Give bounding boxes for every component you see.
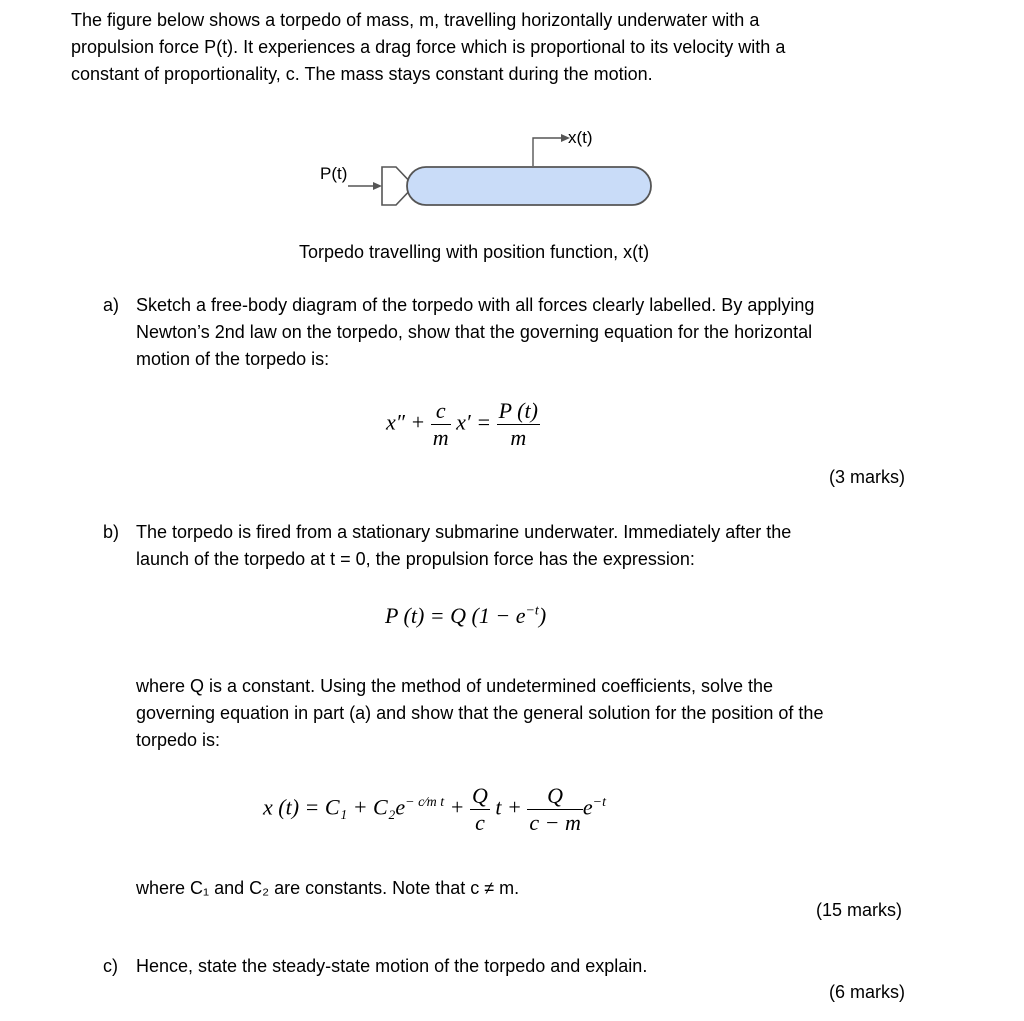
equation-propulsion (385, 603, 546, 629)
eq-a-mid: x′ = (456, 409, 492, 435)
intro-line-1: The figure below shows a torpedo of mass, m, travelling horizontally underwater with a (71, 10, 760, 30)
intro-line-2: propulsion force P(t). It experiences a drag force which is proportional to its velocity with a (71, 37, 786, 57)
part-b-marks: (15 marks) (816, 900, 903, 920)
force-label: P(t) (320, 164, 348, 183)
intro-line-3: constant of proportionality, c. The mass stays constant during the motion. (71, 64, 653, 84)
torpedo-body (407, 167, 651, 205)
torpedo-diagram (300, 120, 720, 220)
eq-b1-exp: −t (525, 603, 539, 619)
eq-b2-frac-q-c: $\frac{Q}{c}$ (472, 783, 488, 835)
part-c-line-1: Hence, state the steady-state motion of the torpedo and explain. (136, 956, 648, 976)
eq-a-frac-c-m: $\frac{c}{m}$ (432, 398, 449, 450)
part-c-letter: c) (103, 956, 118, 976)
eq-b2-start: x (t) = C₁ + C₂e (263, 794, 406, 820)
part-a-line-2: Newton’s 2nd law on the torpedo, show that the governing equation for the horizontal (136, 322, 813, 342)
part-a-line-3: motion of the torpedo is: (136, 349, 330, 369)
part-b-letter: b) (103, 522, 120, 542)
eq-b2-exp: − c⁄m t (405, 795, 445, 811)
part-b-note: where C₁ and C₂ are constants. Note that c ≠ m. (136, 878, 520, 898)
part-b-line-3: where Q is a constant. Using the method of undetermined coefficients, solve the (136, 676, 774, 696)
part-b-line-1: The torpedo is fired from a stationary submarine underwater. Immediately after the (136, 522, 792, 542)
eq-b2-mid: t + (495, 794, 522, 820)
part-b-line-5: torpedo is: (136, 730, 221, 750)
position-arrow (533, 138, 562, 166)
eq-b1-close: ) (538, 603, 547, 628)
position-label: x(t) (568, 128, 593, 147)
part-b-line-4: governing equation in part (a) and show that the general solution for the position of the (136, 703, 824, 723)
part-a-marks: (3 marks) (829, 467, 905, 487)
part-a-letter: a) (103, 295, 120, 315)
part-a-line-1: Sketch a free-body diagram of the torpedo with all forces clearly labelled. By applying (136, 295, 815, 315)
force-arrowhead (373, 182, 382, 190)
eq-b1-lhs: P (t) = Q (1 − e (385, 603, 526, 628)
figure-caption: Torpedo travelling with position function, x(t) (299, 242, 650, 262)
part-c-marks: (6 marks) (829, 982, 905, 1002)
eq-a-lhs: x″ + (386, 409, 426, 435)
eq-b2-plus: + (449, 794, 465, 820)
equation-general-solution (263, 783, 606, 836)
equation-governing (386, 398, 540, 451)
part-b-line-2: launch of the torpedo at t = 0, the propulsion force has the expression: (136, 549, 695, 569)
eq-b2-end-exp: −t (592, 795, 606, 811)
eq-b2-end: e (582, 794, 593, 820)
eq-b2-frac-q-cm: $\frac{Q}{c - m}$ (529, 783, 581, 835)
eq-a-frac-p-m: $\frac{P (t)}{m}$ (498, 398, 538, 450)
torpedo-figure (300, 120, 720, 220)
